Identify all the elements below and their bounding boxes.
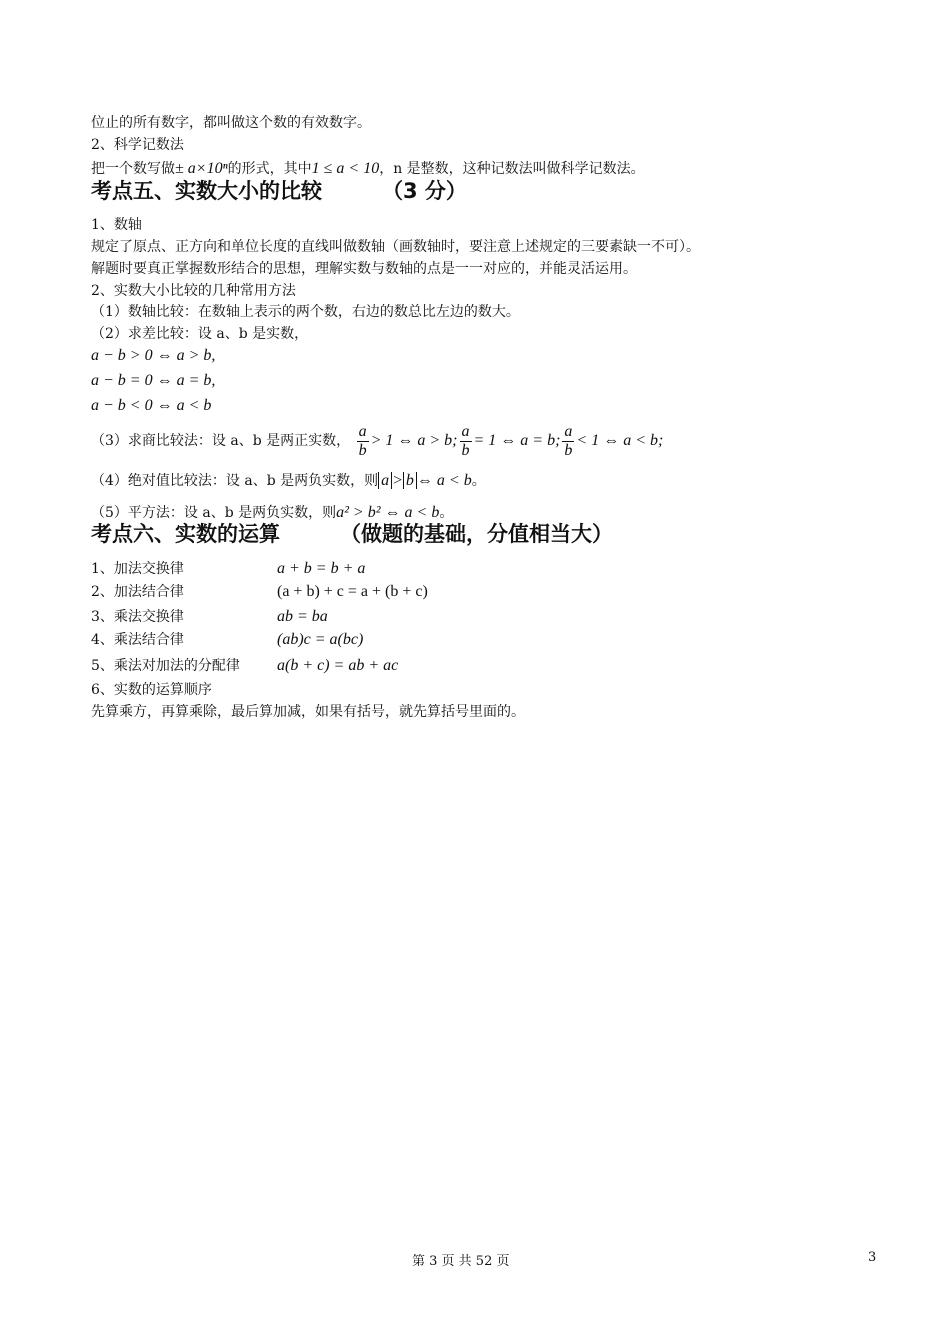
intro-line: 位止的所有数字，都叫做这个数的有效数字。 [91, 115, 371, 131]
method-4-prefix: （4）绝对值比较法：设 a、b 是两负实数，则 [91, 473, 379, 489]
sci-prefix: 把一个数写做 [91, 161, 175, 177]
method-3-prefix: （3）求商比较法：设 a、b 是两正实数， [91, 433, 351, 449]
law-row [91, 631, 363, 649]
method-4 [91, 472, 486, 490]
numline-definition: 规定了原点、正方向和单位长度的直线叫做数轴（画数轴时，要注意上述规定的三要素缺一不可）。 [91, 239, 700, 255]
method-2: （2）求差比较：设 a、b 是实数， [91, 326, 309, 342]
order-text: 先算乘方，再算乘除，最后算加减，如果有括号，就先算括号里面的。 [91, 704, 525, 720]
method-4-tail: ⇔ a < b [416, 472, 472, 489]
law-formula: (ab)c = a(bc) [277, 631, 364, 648]
method-3-relation-2: = 1 ⇔ a = b; [473, 432, 561, 449]
law-row [91, 560, 365, 578]
greater-than: > [392, 472, 403, 489]
law-label: 3、乘法交换律 [91, 609, 184, 625]
order-title: 6、实数的运算顺序 [91, 682, 212, 698]
law-label: 2、加法结合律 [91, 584, 184, 600]
abs-b: b [403, 472, 417, 489]
method-3-relation-3: < 1 ⇔ a < b; [576, 432, 664, 449]
section6-subtitle: （做题的基础，分值相当大） [340, 522, 613, 546]
section5-heading [91, 178, 467, 204]
fraction-a-over-b: $\frac{a}{b}$ [358, 422, 367, 459]
law-row [91, 657, 398, 675]
method-2-eq1: a − b > 0 ⇔ a > b, [91, 347, 216, 364]
law-label: 1、加法交换律 [91, 561, 184, 577]
section6-heading [91, 521, 613, 547]
method-5 [91, 504, 453, 522]
law-row [91, 583, 428, 601]
sci-form: ± a×10ⁿ [175, 160, 228, 177]
method-1: （1）数轴比较：在数轴上表示的两个数，右边的数总比左边的数大。 [91, 304, 520, 320]
law-formula: (a + b) + c = a + (b + c) [277, 583, 428, 600]
method-5-end: 。 [439, 505, 454, 521]
methods-title: 2、实数大小比较的几种常用方法 [91, 283, 296, 299]
sci-suffix: ，n 是整数，这种记数法叫做科学记数法。 [379, 161, 645, 177]
law-label: 4、乘法结合律 [91, 632, 184, 648]
footer-page-number: 3 [868, 1250, 877, 1265]
fraction-a-over-b: $\frac{a}{b}$ [564, 422, 573, 459]
abs-a: a [378, 472, 392, 489]
section6-title: 考点六、实数的运算 [91, 522, 280, 546]
sci-notation-definition [91, 160, 645, 178]
method-3-relation-1: > 1 ⇔ a > b; [370, 432, 458, 449]
numline-note: 解题时要真正掌握数形结合的思想，理解实数与数轴的点是一一对应的，并能灵活运用。 [91, 261, 637, 277]
method-3 [91, 419, 663, 463]
law-formula: a + b = b + a [277, 560, 366, 577]
footer-page-text: 第 3 页 共 52 页 [412, 1254, 510, 1269]
method-2-eq2: a − b = 0 ⇔ a = b, [91, 372, 216, 389]
sci-mid: 的形式，其中 [227, 161, 312, 177]
method-5-math: a² > b² ⇔ a < b [336, 504, 440, 521]
numline-title: 1、数轴 [91, 217, 142, 233]
sci-notation-title: 2、科学记数法 [91, 137, 184, 153]
law-formula: a(b + c) = ab + ac [277, 657, 399, 674]
law-row [91, 608, 328, 626]
fraction-a-over-b: $\frac{a}{b}$ [461, 422, 470, 459]
sci-range: 1 ≤ a < 10 [311, 160, 380, 177]
section5-score: （3 分） [382, 179, 467, 203]
method-4-end: 。 [471, 473, 486, 489]
method-2-eq3: a − b < 0 ⇔ a < b [91, 397, 212, 414]
law-formula: ab = ba [277, 608, 328, 625]
method-5-prefix: （5）平方法：设 a、b 是两负实数，则 [91, 505, 337, 521]
law-label: 5、乘法对加法的分配律 [91, 658, 240, 674]
section5-title: 考点五、实数大小的比较 [91, 179, 322, 203]
